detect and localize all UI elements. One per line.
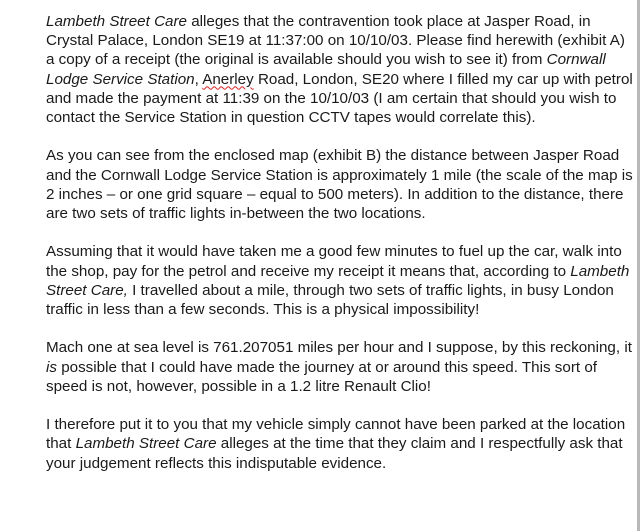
company-name: Lambeth Street Care — [46, 13, 187, 30]
paragraph-text: alleges that the contravention took place at Jasper Road, in Crystal Palace, London SE19 at 11:37:00 on 10/10/03. Please find herewith (exhibit A) a copy of a receipt (the original is available should you wish to see it) from — [46, 13, 625, 69]
paragraph-text: , — [194, 70, 203, 88]
paragraph-text: Mach one at sea level is 761.207051 miles per hour and I suppose, by this reckoning, it — [46, 339, 632, 357]
paragraph-text: alleges at the time that they claim and I respectfully ask that your judgement reflects this indisputable evidence. — [46, 435, 623, 472]
paragraph-4 — [46, 338, 636, 396]
paragraph-2: As you can see from the enclosed map (exhibit B) the distance between Jasper Road and the Cornwall Lodge Service Station is approximately 1 mile (the scale of the map is 2 inches – or one grid square – equal to 500 meters). In addition to the distance, there are two sets of traffic lights in-between the two locations. — [46, 147, 633, 223]
paragraph-text: Road, London, SE20 where I filled my car up with petrol and made the payment at 11:39 on the 10/10/03 (I am certain that should you wish to contact the Service Station in question CCTV tapes would correlate this). — [46, 70, 633, 127]
spellcheck-flagged-word[interactable]: Anerley — [202, 70, 254, 88]
paragraph-text: I therefore put it to you that my vehicle simply cannot have been parked at the location that — [46, 416, 626, 453]
station-name: Cornwall Lodge Service Station — [46, 51, 606, 88]
emphasis-word: is — [46, 358, 57, 376]
paragraph-text: I travelled about a mile, through two sets of traffic lights, in busy London traffic in less than a few seconds. This is a physical impossibility! — [46, 281, 614, 319]
paragraph-text: possible that I could have made the journey at or around this speed. This sort of speed is not, however, possible in a 1.2 litre Renault Clio! — [46, 358, 598, 395]
company-name: Lambeth Street Care — [75, 435, 217, 453]
paragraph-1 — [46, 12, 636, 127]
paragraph-3 — [46, 242, 636, 319]
paragraph-5 — [46, 415, 636, 473]
company-name: Lambeth Street Care, — [46, 262, 630, 299]
letter-body — [46, 12, 636, 492]
paragraph-text: Assuming that it would have taken me a good few minutes to fuel up the car, walk into the shop, pay for the petrol and receive my receipt it means that, according to — [46, 243, 622, 280]
